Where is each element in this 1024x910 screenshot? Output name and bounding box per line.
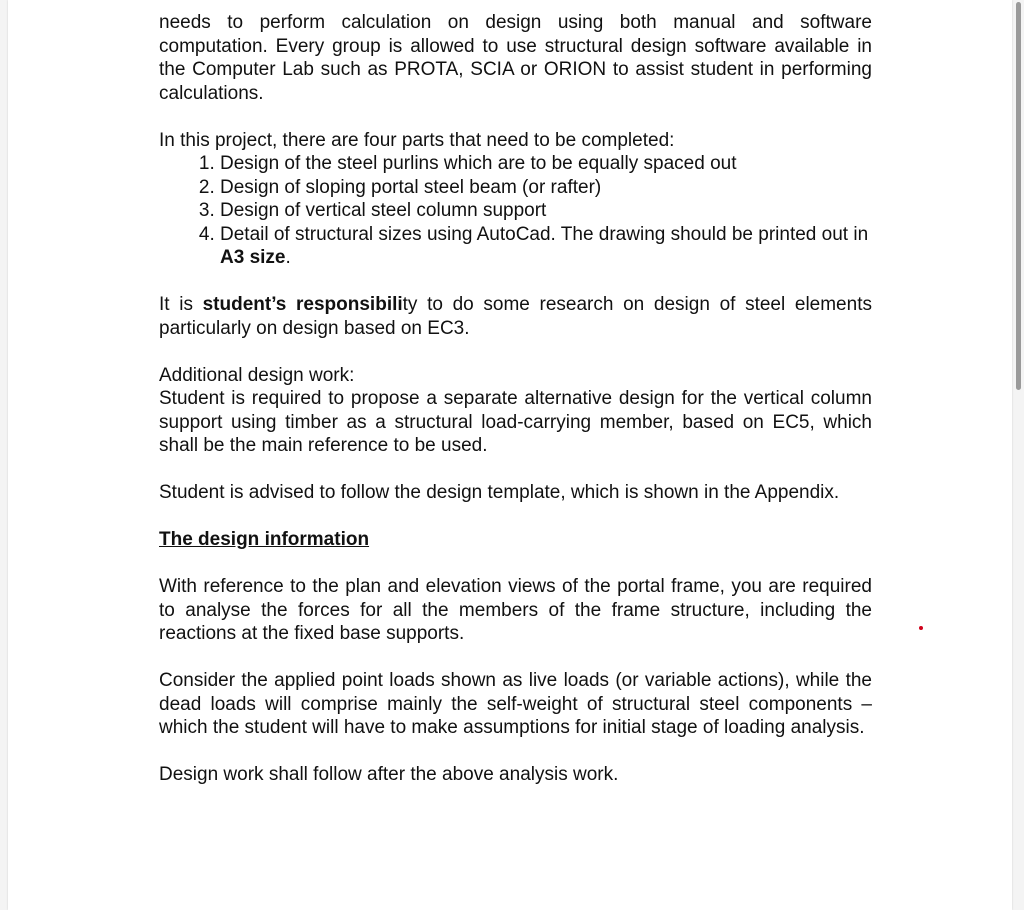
list-item: 1. Design of the steel purlins which are to be equally spaced out — [220, 152, 872, 176]
section-title: The design information — [159, 529, 370, 550]
scrollbar-thumb[interactable] — [1016, 2, 1021, 390]
paragraph-template: Student is advised to follow the design template, which is shown in the Appendix. — [159, 482, 840, 503]
parts-intro: In this project, there are four parts that need to be completed: — [159, 129, 675, 151]
list-item: 2. Design of sloping portal steel beam (or rafter) — [220, 176, 872, 200]
list-item — [220, 223, 872, 270]
paragraph-loads: Consider the applied point loads shown as live loads (or variable actions), while the dead loads will comprise mainly the self-weight of structural steel components – which the student will have to make assumptions for initial stage of loading analysis. — [159, 670, 872, 738]
paragraph-reference: With reference to the plan and elevation views of the portal frame, you are required to analyse the forces for all the members of the frame structure, including the reactions at the fixed base supports. — [159, 576, 872, 644]
paragraph-final: Design work shall follow after the above analysis work. — [159, 764, 619, 785]
document-page — [8, 0, 1012, 910]
parts-list — [159, 152, 872, 270]
resp-post: ty to do some research on design of steel elements particularly on design based on EC3. — [159, 294, 872, 339]
paragraph-software: needs to perform calculation on design using both manual and software computation. Every group is allowed to use structural design software available in the Computer Lab such as PROTA, SCIA or ORION to assist student in performing calculations. — [159, 12, 872, 104]
annotation-dot — [919, 626, 923, 630]
list-item: 3. Design of vertical steel column support — [220, 199, 872, 223]
resp-bold: student’s responsibili — [202, 294, 403, 315]
paragraph-responsibility — [159, 293, 872, 340]
page-content — [159, 11, 872, 810]
list-item-text: Detail of structural sizes using AutoCad. The drawing should be printed out in — [220, 223, 869, 245]
resp-pre: It is — [159, 294, 203, 315]
paragraph-additional: Student is required to propose a separate alternative design for the vertical column support using timber as a structural load-carrying member, based on EC5, which shall be the main reference to be used. — [159, 388, 872, 456]
list-item-end: . — [285, 247, 291, 268]
additional-heading: Additional design work: — [159, 364, 355, 386]
scrollbar[interactable] — [1014, 0, 1024, 910]
a3-size-bold: A3 size — [220, 247, 286, 268]
